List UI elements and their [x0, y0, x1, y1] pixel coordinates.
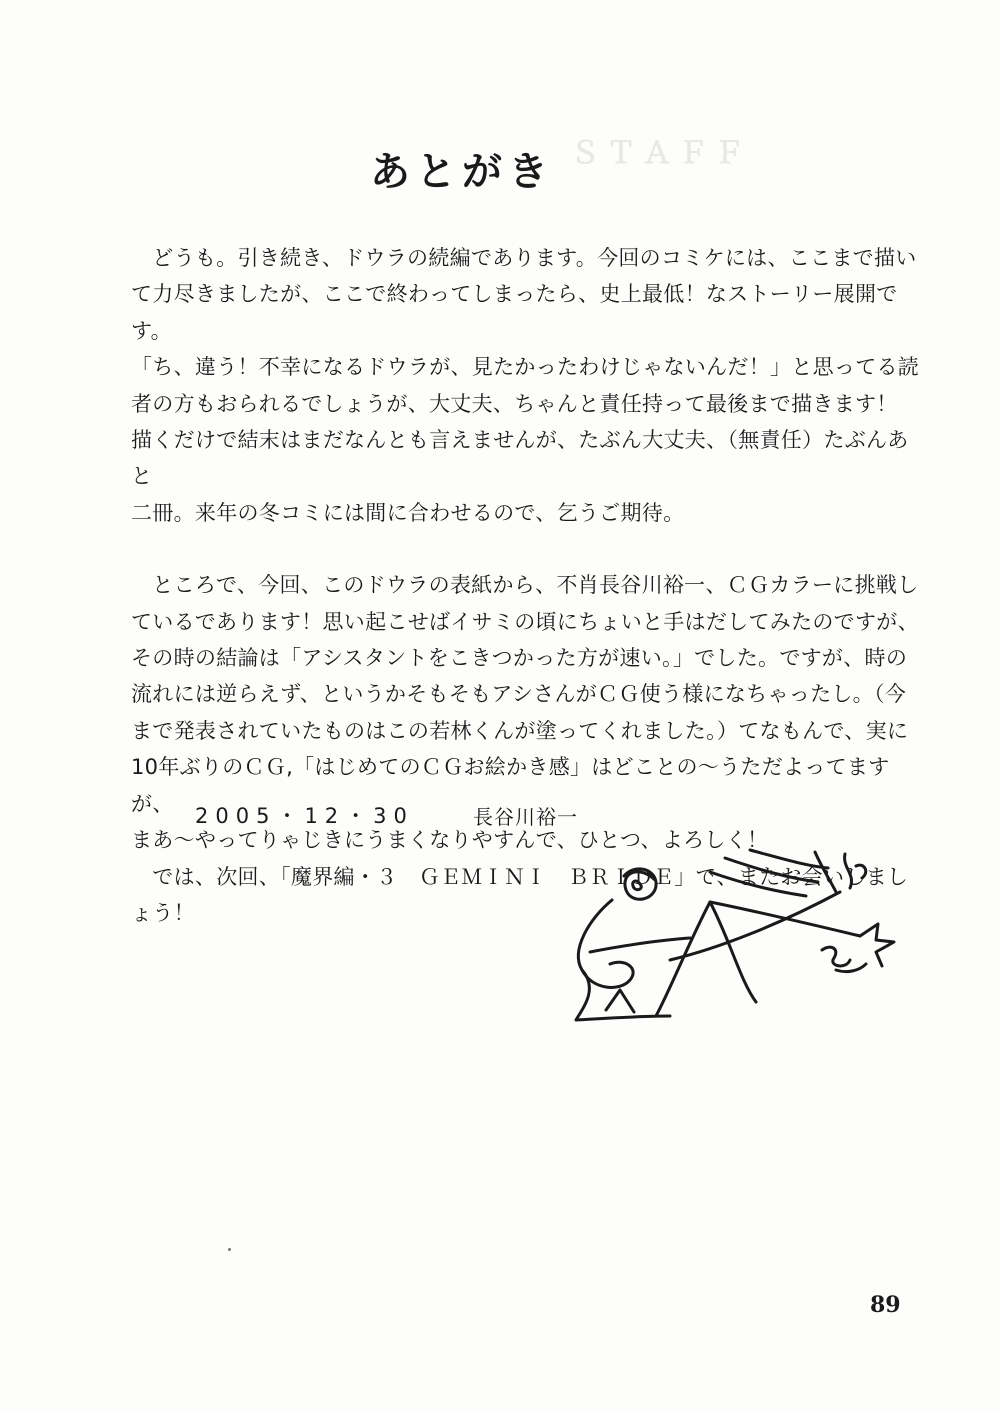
show-through-text: ＳＴＡＦＦ [570, 136, 750, 171]
scan-speck [228, 1248, 231, 1251]
text-line: ところで、今回、このドウラの表紙から、不肖長谷川裕一、ＣＧカラーに挑戦し [131, 573, 919, 598]
text-line: て力尽きましたが、ここで終わってしまったら、史上最低！なストーリー展開です。 [131, 282, 898, 343]
text-line: 流れには逆らえず、というかそもそもアシさんがＣＧ使う様になちゃったし。（今 [131, 682, 907, 707]
page-number: 89 [870, 1292, 901, 1318]
text-line: 二冊。来年の冬コミには間に合わせるので、乞うご期待。 [131, 500, 685, 525]
text-line: 者の方もおられるでしょうが、大丈夫、ちゃんと責任持って最後まで描きます！ [131, 391, 898, 416]
signature-icon [560, 840, 920, 1045]
text-line: 「ち、違う！不幸になるドウラが、見たかったわけじゃないんだ！」と思ってる読 [131, 355, 920, 380]
text-line: 10年ぶりのＣＧ,「はじめてのＣＧお絵かき感」はどことの～うただよってますが、 [131, 755, 890, 816]
text-line: どうも。引き続き、ドウラの続編であります。今回のコミケには、ここまで描い [131, 246, 917, 270]
text-line: 描くだけで結末はまだなんとも言えませんが、たぶん大丈夫、（無責任）たぶんあと [131, 428, 909, 489]
text-line: では、次回、「魔界編・３ ＧＥＭＩＮＩ ＢＲＩＤＥ」で、またお会いしましょう！ [131, 864, 909, 925]
paragraph-1 [131, 240, 921, 531]
text-line: その時の結論は「アシスタントをこきつかった方が速い。」でした。ですが、時の [131, 646, 908, 671]
text-line: まで発表されていたものはこの若林くんが塗ってくれました。）てなもんで、実に [131, 718, 909, 743]
paragraph-gap [131, 531, 921, 567]
text-line: ているであります！思い起こせばイサミの頃にちょいと手はだしてみたのですが、 [131, 609, 919, 634]
author-name: 長谷川裕一 [473, 805, 578, 829]
text-line: まあ～やってりゃじきにうまくなりやすんで、ひとつ、よろしく！ [131, 828, 769, 853]
page-title: あとがき [370, 148, 554, 195]
date: 2005・12・30 [195, 804, 414, 828]
